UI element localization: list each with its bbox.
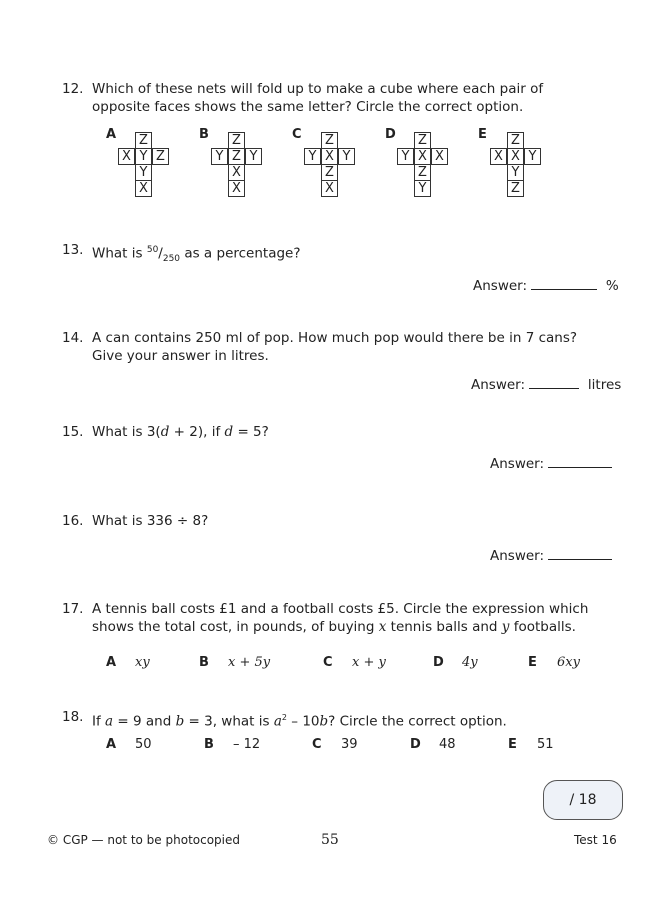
text-part: shows the total cost, in pounds, of buying [92,619,379,635]
net-face: Z [507,180,524,197]
net-face: Z [414,132,431,149]
option-value[interactable]: 6xy [557,655,580,670]
text-part: + 2), if [169,424,225,440]
score-total: / 18 [569,792,597,808]
net-face: Z [152,148,169,165]
answer-blank[interactable] [548,454,612,468]
answer-label: Answer: [473,278,532,294]
net-face: X [321,148,338,165]
net-face: X [507,148,524,165]
question-text-line: opposite faces shows the same letter? Circle the correct option. [92,99,524,115]
net-face: Y [245,148,262,165]
option-letter[interactable]: C [312,737,322,752]
score-box[interactable] [543,780,623,820]
net-face: Y [524,148,541,165]
option-value[interactable]: 50 [135,737,152,752]
net-face: Z [414,164,431,181]
net-face: Y [135,164,152,181]
option-letter[interactable]: D [410,737,421,752]
text-part: If [92,713,106,730]
variable-a: a [105,713,114,730]
option-letter: E [478,127,487,142]
answer-label: Answer: [490,548,549,564]
option-letter: C [292,127,302,142]
option-value[interactable]: 39 [341,737,358,752]
option-letter: D [385,127,396,142]
answer-blank[interactable] [548,546,612,560]
answer-label: Answer: [490,456,549,472]
text-part: What is 3( [92,424,161,440]
answer-line-15 [490,454,612,472]
text-part: as a percentage? [180,245,301,262]
net-face: Z [228,148,245,165]
fraction-numerator: 50 [146,245,159,255]
net-face: Z [507,132,524,149]
option-value[interactable]: xy [135,655,150,670]
question-text-line: Give your answer in litres. [92,348,269,364]
variable-b: b [319,713,329,730]
net-face: X [321,180,338,197]
question-text-line: A can contains 250 ml of pop. How much pop would there be in 7 cans? [92,330,578,346]
option-letter[interactable]: C [323,655,333,670]
option-letter[interactable]: A [106,655,117,670]
variable-a: a [273,713,282,730]
question-number: 18. [62,709,84,725]
question-text-line: Which of these nets will fold up to make a cube where each pair of [92,81,544,97]
question-number: 12. [62,81,84,97]
question-number: 15. [62,424,84,440]
question-number: 17. [62,601,84,617]
variable-d: d [224,424,234,440]
net-face: X [490,148,507,165]
option-value[interactable]: x + 5y [228,655,271,670]
answer-line-16 [490,546,612,564]
question-text [92,708,507,732]
option-value[interactable]: 48 [439,737,456,752]
option-letter[interactable]: B [204,737,214,752]
footer-copyright: © CGP — not to be photocopied [47,833,241,847]
text-part: = 5? [233,424,269,440]
text-part: – 10 [286,713,320,730]
fraction-denominator: 250 [162,254,181,265]
net-face: X [228,164,245,181]
text-part: What is [92,245,147,262]
variable-y: y [501,619,510,635]
question-text-line [92,618,576,637]
net-face: X [431,148,448,165]
footer-test-label: Test 16 [574,833,617,847]
net-face: Y [414,180,431,197]
net-face: Y [507,164,524,181]
question-number: 16. [62,513,84,529]
net-face: Z [135,132,152,149]
question-text: What is 336 ÷ 8? [92,513,209,529]
option-value[interactable]: x + y [352,655,386,670]
option-letter: B [199,127,209,142]
text-part: footballs. [509,619,576,635]
answer-unit: % [605,278,619,294]
net-face: X [228,180,245,197]
option-value[interactable]: – 12 [233,737,261,752]
fraction-slash: / [158,245,163,262]
variable-b: b [175,713,185,730]
option-value[interactable]: 51 [537,737,554,752]
text-part: tennis balls and [386,619,502,635]
text-part: = 9 and [113,713,176,730]
question-number: 14. [62,330,84,346]
variable-x: x [378,619,387,635]
net-face: Z [228,132,245,149]
net-face: Z [321,132,338,149]
text-part: = 3, what is [184,713,274,730]
answer-label: Answer: [471,377,530,393]
question-text [92,423,269,442]
net-face: Y [397,148,414,165]
exponent: 2 [281,713,287,722]
option-letter[interactable]: A [106,737,117,752]
option-letter[interactable]: E [508,737,517,752]
option-letter[interactable]: E [528,655,537,670]
net-face: X [414,148,431,165]
text-part: ? Circle the correct option. [328,713,507,730]
variable-d: d [160,424,170,440]
net-face: Y [135,148,152,165]
net-face: X [135,180,152,197]
question-text-line: A tennis ball costs £1 and a football costs £5. Circle the expression which [92,601,589,617]
answer-blank[interactable] [529,375,579,389]
net-face: Y [211,148,228,165]
option-letter: A [106,127,117,142]
answer-line-14 [471,375,621,393]
question-number: 13. [62,242,84,258]
option-letter[interactable]: B [199,655,209,670]
page-number: 55 [321,832,339,848]
net-face: X [118,148,135,165]
option-value[interactable]: 4y [462,655,478,670]
answer-blank[interactable] [531,276,597,290]
net-face: Y [338,148,355,165]
net-face: Z [321,164,338,181]
answer-unit: litres [587,377,622,393]
net-face: Y [304,148,321,165]
option-letter[interactable]: D [433,655,444,670]
question-text [92,241,301,269]
answer-line-13 [473,276,619,294]
